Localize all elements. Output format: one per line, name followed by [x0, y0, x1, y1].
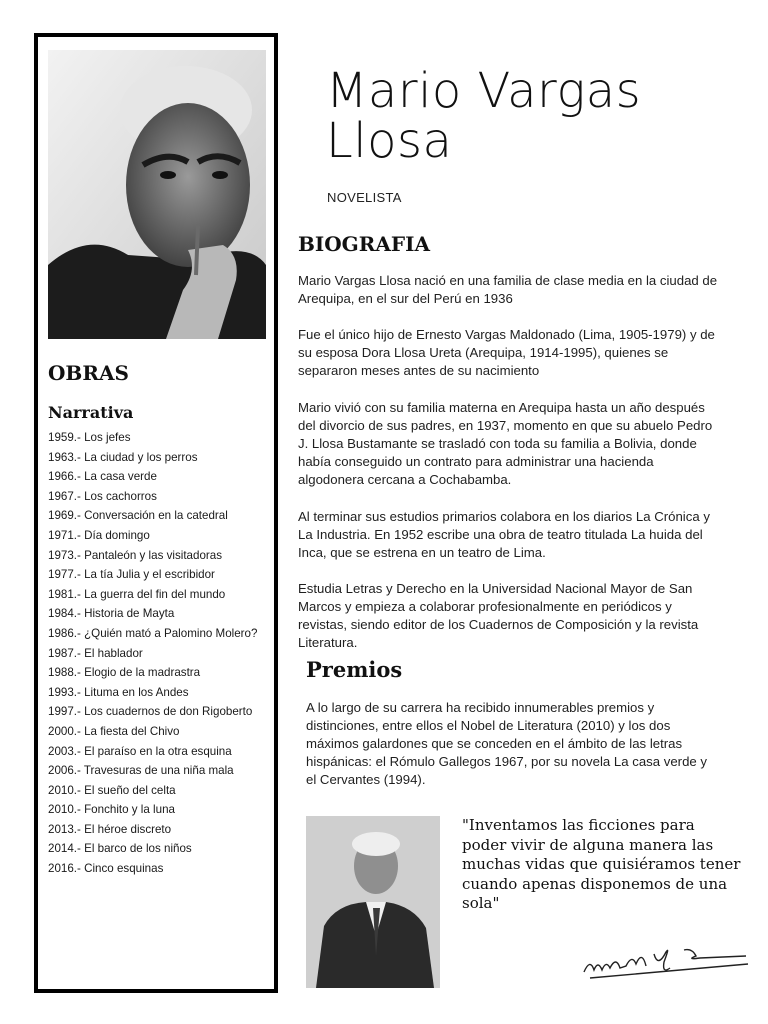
- author-seated-photo: [306, 816, 440, 988]
- list-item: 2014.- El barco de los niños: [48, 842, 192, 856]
- list-item: 1973.- Pantaleón y las visitadoras: [48, 548, 223, 562]
- list-item: 2010.- Fonchito y la luna: [48, 803, 175, 817]
- page-title: [326, 63, 696, 169]
- premios-paragraph: A lo largo de su carrera ha recibido innumerables premios y distinciones, entre ellos el Nobel de Literatura (2010) y los dos máximos galardones que se conceden en el ámbito de las letras hispánicas: el Rómulo Gallegos 1967, por su novela La casa verde y el Cervantes (1994).: [306, 700, 707, 787]
- list-item: 1986.- ¿Quién mató a Palomino Molero?: [48, 626, 258, 640]
- author-role: NOVELISTA: [327, 190, 402, 205]
- list-item: 1988.- Elogio de la madrastra: [48, 666, 201, 680]
- list-item: 2013.- El héroe discreto: [48, 822, 172, 836]
- works-list: [48, 428, 257, 879]
- bio-paragraph: Mario vivió con su familia materna en Arequipa hasta un año después del divorcio de sus padres, en 1937, momento en que su abuelo Pedro J. Llosa Bustamante se trasladó con toda su familia a Bolivia, donde había conseguido un contrato para administrar una hacienda algodonera cercana a Cochabamba.: [298, 400, 713, 487]
- list-item: 2010.- El sueño del celta: [48, 783, 176, 797]
- list-item: 1966.- La casa verde: [48, 470, 157, 484]
- premios-heading: Premios: [306, 657, 403, 682]
- biografia-heading: BIOGRAFIA: [298, 232, 430, 256]
- author-name: Mario Vargas Llosa: [326, 63, 642, 169]
- list-item: 1959.- Los jefes: [48, 431, 131, 444]
- list-item: 1997.- Los cuadernos de don Rigoberto: [48, 705, 253, 719]
- list-item: 2016.- Cinco esquinas: [48, 862, 164, 876]
- list-item: 1993.- Lituma en los Andes: [48, 685, 189, 699]
- list-item: 2000.- La fiesta del Chivo: [48, 724, 180, 738]
- narrativa-subheading: Narrativa: [48, 403, 134, 422]
- works-sidebar: [34, 33, 278, 993]
- list-item: 1981.- La guerra del fin del mundo: [48, 587, 226, 601]
- bio-paragraph: Mario Vargas Llosa nació en una familia de clase media en la ciudad de Arequipa, en el sur del Perú en 1936: [298, 273, 718, 306]
- list-item: 1987.- El hablador: [48, 646, 143, 660]
- signature-mark: [580, 938, 752, 982]
- list-item: 1967.- Los cachorros: [48, 489, 157, 503]
- list-item: 2006.- Travesuras de una niña mala: [48, 764, 234, 778]
- list-item: 1971.- Día domingo: [48, 528, 150, 542]
- list-item: 1984.- Historia de Mayta: [48, 607, 175, 621]
- bio-paragraph: Fue el único hijo de Ernesto Vargas Maldonado (Lima, 1905-1979) y de su esposa Dora Llosa Ureta (Arequipa, 1914-1995), quienes se separaron meses antes de su nacimiento: [298, 327, 715, 378]
- list-item: 2003.- El paraíso en la otra esquina: [48, 744, 232, 758]
- list-item: 1969.- Conversación en la catedral: [48, 509, 228, 523]
- obras-heading: OBRAS: [48, 361, 129, 385]
- author-quote: "Inventamos las ficciones para poder vivir de alguna manera las muchas vidas que quisiéramos tener cuando apenas disponemos de una sola": [462, 816, 741, 912]
- bio-paragraph: Estudia Letras y Derecho en la Universidad Nacional Mayor de San Marcos y empieza a colaborar profesionalmente en periódicos y revistas, siendo editor de los Cuadernos de Composición y la revista Literatura.: [298, 581, 699, 650]
- bio-paragraph: Al terminar sus estudios primarios colabora en los diarios La Crónica y La Industria. En 1952 escribe una obra de teatro titulada La huida del Inca, que se estrena en un teatro de Lima.: [298, 509, 710, 560]
- author-portrait-photo: [48, 50, 266, 339]
- list-item: 1977.- La tía Julia y el escribidor: [48, 568, 215, 582]
- list-item: 1963.- La ciudad y los perros: [48, 450, 198, 464]
